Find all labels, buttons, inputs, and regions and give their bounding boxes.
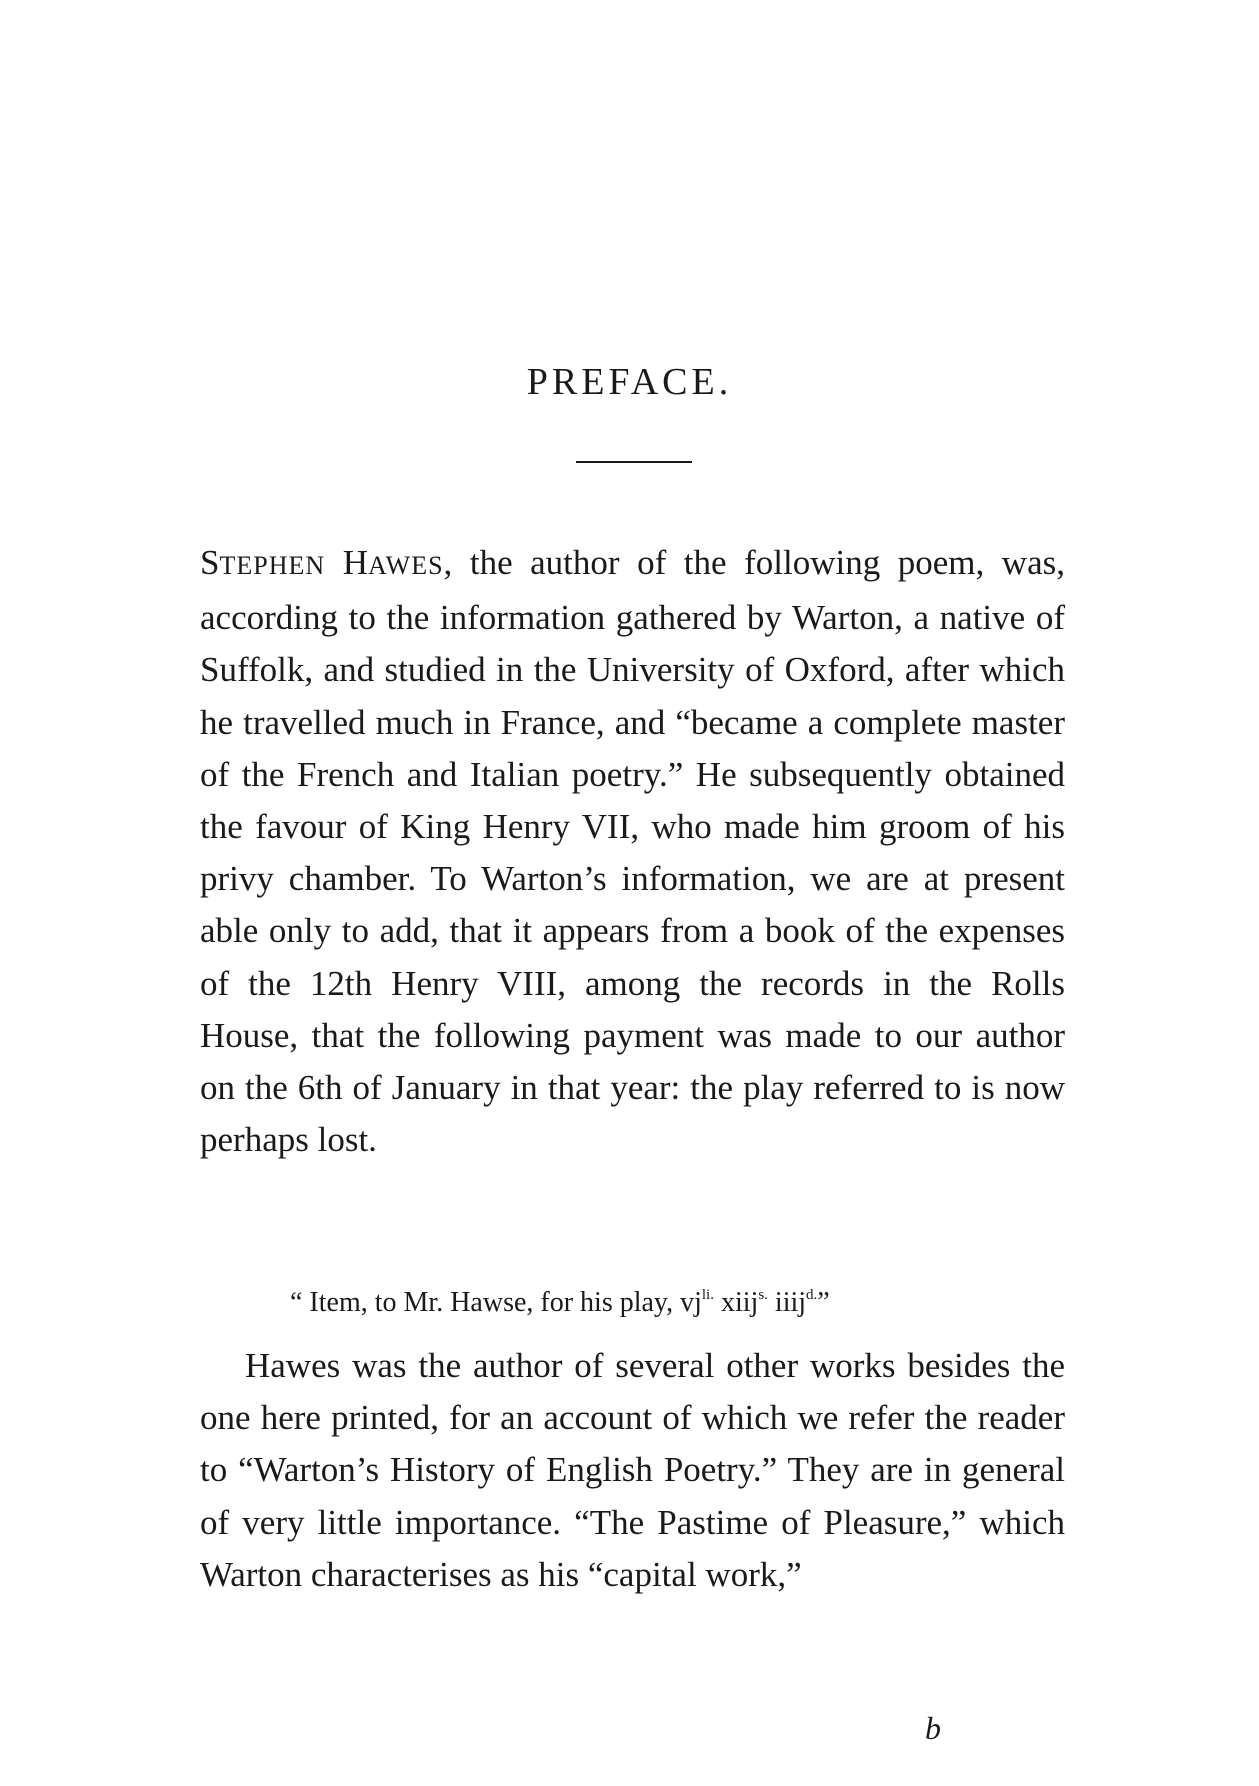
paragraph-1-text: , the author of the following poem, was, according to the information gathered by Warton, a native of Suffolk, and studied in the University of Oxford, after which he travelled much in France, and “became a complete master of the French and Italian poetry.” He subsequently obtained the favour of King Henry VII, who made him groom of his privy chamber. To Warton’s information, we are at present able only to add, that it appears from a book of the expenses of the 12th Henry VIII, among the records in the Rolls House, that the following payment was made to our author on the 6th of January in that year: the play referred to is now perhaps lost. (200, 543, 1065, 1160)
quote-end: ” (817, 1287, 830, 1318)
paragraph-2: Hawes was the author of several other works besides the one here printed, for an account of which we refer the reader to “Warton’s History of English Poetry.” They are in general of very little importance. “The Pastime of Pleasure,” which Warton characterises as his “capital work,” (200, 1346, 1065, 1594)
quote-sup-s: s. (758, 1287, 768, 1303)
author-first-name-initial: S (200, 543, 220, 582)
page-title: PREFACE. (526, 361, 733, 403)
page-mark: b (925, 1710, 941, 1746)
block-quote (290, 1286, 1030, 1320)
quote-mid-1: xiij (713, 1287, 759, 1318)
title-rule (576, 461, 692, 463)
quote-mid-2: iiij (767, 1287, 807, 1318)
quote-sup-d: d. (806, 1287, 818, 1303)
quote-text: “ Item, to Mr. Hawse, for his play, vj (290, 1287, 702, 1318)
author-first-name-smallcaps: TEPHEN (219, 551, 326, 580)
author-last-name-initial: H (342, 543, 368, 582)
quote-sup-li: li. (701, 1287, 714, 1303)
paragraph-1 (200, 537, 1065, 1166)
author-last-name-smallcaps: AWES (367, 551, 444, 580)
